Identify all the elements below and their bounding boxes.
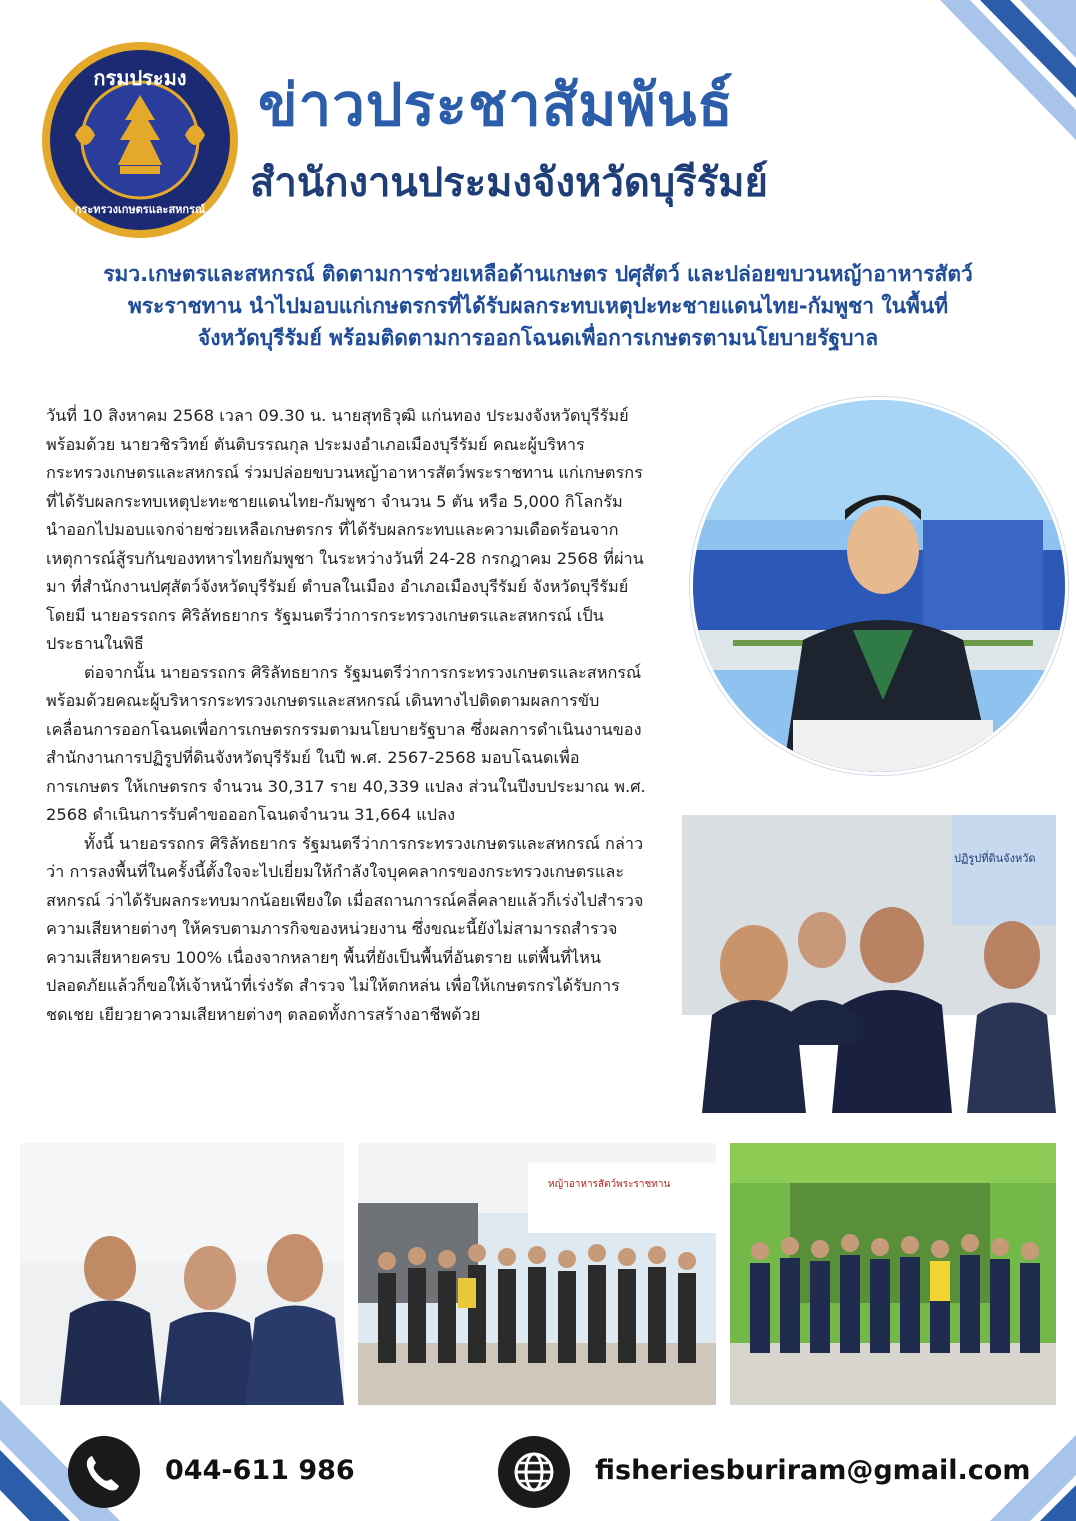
headline-line-1: รมว.เกษตรและสหกรณ์ ติดตามการช่วยเหลือด้านเกษตร ปศุสัตว์ และปล่อยขบวนหญ้าอาหารสัตว์ [103,262,973,286]
page-title: ข่าวประชาสัมพันธ์ [258,71,734,139]
logo-text-bottom: กระทรวงเกษตรและสหกรณ์ [74,203,206,216]
donation-banner: หญ้าอาหารสัตว์พระราชทาน [548,1179,671,1190]
meeting-group-photo [682,815,1056,1113]
globe-icon [498,1436,570,1508]
top-right-stripes [900,0,1076,200]
fisheries-department-logo [40,40,240,240]
body-paragraph-1: วันที่ 10 สิงหาคม 2568 เวลา 09.30 น. นายสุทธิวุฒิ แก่นทอง ประมงจังหวัดบุรีรัมย์ พร้อมด้วย นายวชิรวิทย์ ตันติบรรณกุล ประมงอำเภอเมืองบุรีรัมย์ คณะผู้บริหารกระทรวงเกษตรและสหกรณ์ ร่วมปล่อยขบวนหญ้าอาหารสัตว์พระราชทาน แก่เกษตรกรที่ได้รับผลกระทบเหตุปะทะชายแดนไทย-กัมพูชา จำนวน 5 ตัน หรือ 5,000 กิโลกรัม นำออกไปมอบแจกจ่ายช่วยเหลือเกษตรกร ที่ได้รับผลกระทบและความเดือดร้อนจากเหตุการณ์สู้รบกันของทหารไทยกัมพูชา ในระหว่างวันที่ 24-28 กรกฎาคม 2568 ที่ผ่านมา ที่สำนักงานปศุสัตว์จังหวัดบุรีรัมย์ ตำบลในเมือง อำเภอเมืองบุรีรัมย์ จังหวัดบุรีรัมย์ โดยมี นายอรรถกร ศิริลัทธยากร รัฐมนตรีว่าการกระทรวงเกษตรและสหกรณ์ เป็นประธานในพิธี [46,406,644,653]
headline-line-3: จังหวัดบุรีรัมย์ พร้อมติดตามการออกโฉนดเพื่อการเกษตรตามนโยบายรัฐบาล [197,326,879,350]
group-building-photo [730,1143,1056,1405]
body-paragraph-2: ต่อจากนั้น นายอรรถกร ศิริลัทธยากร รัฐมนตรีว่าการกระทรวงเกษตรและสหกรณ์ พร้อมด้วยคณะผู้บริหารกระทรวงเกษตรและสหกรณ์ เดินทางไปติดตามผลการขับเคลื่อนการออกโฉนดเพื่อการเกษตรกรรมตามนโยบายรัฐบาล ซึ่งผลการดำเนินงานของสำนักงานการปฏิรูปที่ดินจังหวัดบุรีรัมย์ ในปี พ.ศ. 2567-2568 มอบโฉนดเพื่อการเกษตร ให้เกษตรกร จำนวน 30,317 ราย 40,339 แปลง ส่วนในปีงบประมาณ พ.ศ. 2568 ดำเนินการรับคำขอออกโฉนดจำนวน 31,664 แปลง [46,662,646,824]
logo-text-top: กรมประมง [93,66,187,90]
page-subtitle: สำนักงานประมงจังหวัดบุรีรัมย์ [250,160,768,206]
officers-seated-photo [20,1143,344,1405]
group-outdoor-photo [358,1143,716,1405]
phone-number[interactable]: 044-611 986 [165,1455,355,1486]
minister-portrait-photo [690,397,1068,775]
land-reform-sign: ปฏิรูปที่ดินจังหวัด [954,852,1036,865]
phone-icon [68,1436,140,1508]
news-headline [20,258,1056,354]
body-paragraph-3: ทั้งนี้ นายอรรถกร ศิริลัทธยากร รัฐมนตรีว่าการกระทรวงเกษตรและสหกรณ์ กล่าวว่า การลงพื้นที่ในครั้งนี้ตั้งใจจะไปเยี่ยมให้กำลังใจบุคคลากรของกระทรวงเกษตรและสหกรณ์ ว่าได้รับผลกระทบมากน้อยเพียงใด เมื่อสถานการณ์คลี่คลายแล้วก็เร่งไปสำรวจความเสียหายต่างๆ ให้ครบตามภารกิจของหน่วยงาน ซึ่งขณะนี้ยังไม่สามารถสำรวจความเสียหายครบ 100% เนื่องจากหลายๆ พื้นที่ยังเป็นพื้นที่อันตราย แต่พื้นที่ไหนปลอดภัยแล้วก็ขอให้เจ้าหน้าที่เร่งรัด สำรวจ ไม่ให้ตกหล่น เพื่อให้เกษตรกรได้รับการชดเชย เยียวยาความเสียหายต่างๆ ตลอดทั้งการสร้างอาชีพด้วย [46,833,644,1024]
headline-line-2: พระราชทาน นำไปมอบแก่เกษตรกรที่ได้รับผลกระทบเหตุปะทะชายแดนไทย-กัมพูชา ในพื้นที่ [127,294,949,318]
news-body [46,402,646,1029]
contact-email[interactable]: fisheriesburiram@gmail.com [595,1455,1031,1486]
